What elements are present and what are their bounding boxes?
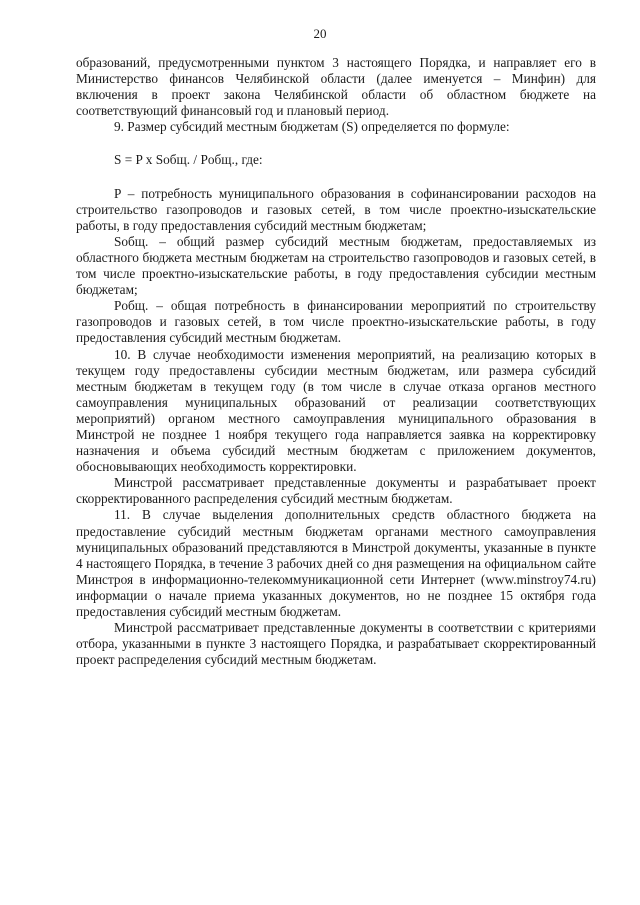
paragraph-definition-sobsch: Sобщ. – общий размер субсидий местным бюджетам, предоставляемых из областного бюджета местным бюджетам на строительство газопроводов и газовых сетей, в том числе проектно-изыскательские работы, в году предоставления субсидии местным бюджетам; bbox=[76, 233, 596, 298]
paragraph-11: 11. В случае выделения дополнительных средств областного бюджета на предоставление субсидий местным бюджетам органами местного самоуправления муниципальных образований представляются в Минстрой документы, указанные в пункте 4 настоящего Порядка, в течение 3 рабочих дней со дня размещения на официальном сайте Минстроя в информационно-телекоммуникационной сети Интернет (www.minstroy74.ru) информации о начале приема указанных документов, но не позднее 15 октября года предоставления субсидий местным бюджетам. bbox=[76, 507, 596, 619]
paragraph-9: 9. Размер субсидий местным бюджетам (S) определяется по формуле: bbox=[114, 119, 510, 135]
paragraph-minstroy-review: Минстрой рассматривает представленные документы и разрабатывает проект скорректированного распределения субсидий местным бюджетам. bbox=[76, 475, 596, 507]
paragraph-definition-p: P – потребность муниципального образования в софинансировании расходов на строительство газопроводов и газовых сетей, в том числе проектно-изыскательские работы, в году предоставления субсидий местным бюджетам; bbox=[76, 185, 596, 233]
page-number: 20 bbox=[313, 26, 327, 41]
paragraph-minstroy-criteria: Минстрой рассматривает представленные документы в соответствии с критериями отбора, указанными в пункте 3 настоящего Порядка, и разрабатывает скорректированный проект распределения субсидий местным бюджетам. bbox=[76, 620, 596, 668]
paragraph-10: 10. В случае необходимости изменения мероприятий, на реализацию которых в текущем году предоставлены субсидии местным бюджетам, или размера субсидий местным бюджетам в текущем году (в том числе в случае отказа органов местного самоуправления муниципальных образований от реализации соответствующих мероприятий) органом местного самоуправления муниципального образования в Минстрой не позднее 1 ноября текущего года направляется заявка на корректировку назначения и объема субсидий местным бюджетам с приложением документов, обосновывающих необходимость корректировки. bbox=[76, 346, 596, 475]
paragraph-continuation: образований, предусмотренными пунктом 3 настоящего Порядка, и направляет его в Министерство финансов Челябинской области (далее именуется – Минфин) для включения в проект закона Челябинской области об областном бюджете на соответствующий финансовый год и плановый период. bbox=[76, 55, 596, 119]
formula: S = P x Sобщ. / Pобщ., где: bbox=[114, 152, 263, 168]
document-body bbox=[76, 55, 596, 668]
paragraph-definition-pobsch: Pобщ. – общая потребность в финансировании мероприятий по строительству газопроводов и газовых сетей, в том числе проектно-изыскательские работы, в году предоставления субсидий местным бюджетам. bbox=[76, 298, 596, 346]
